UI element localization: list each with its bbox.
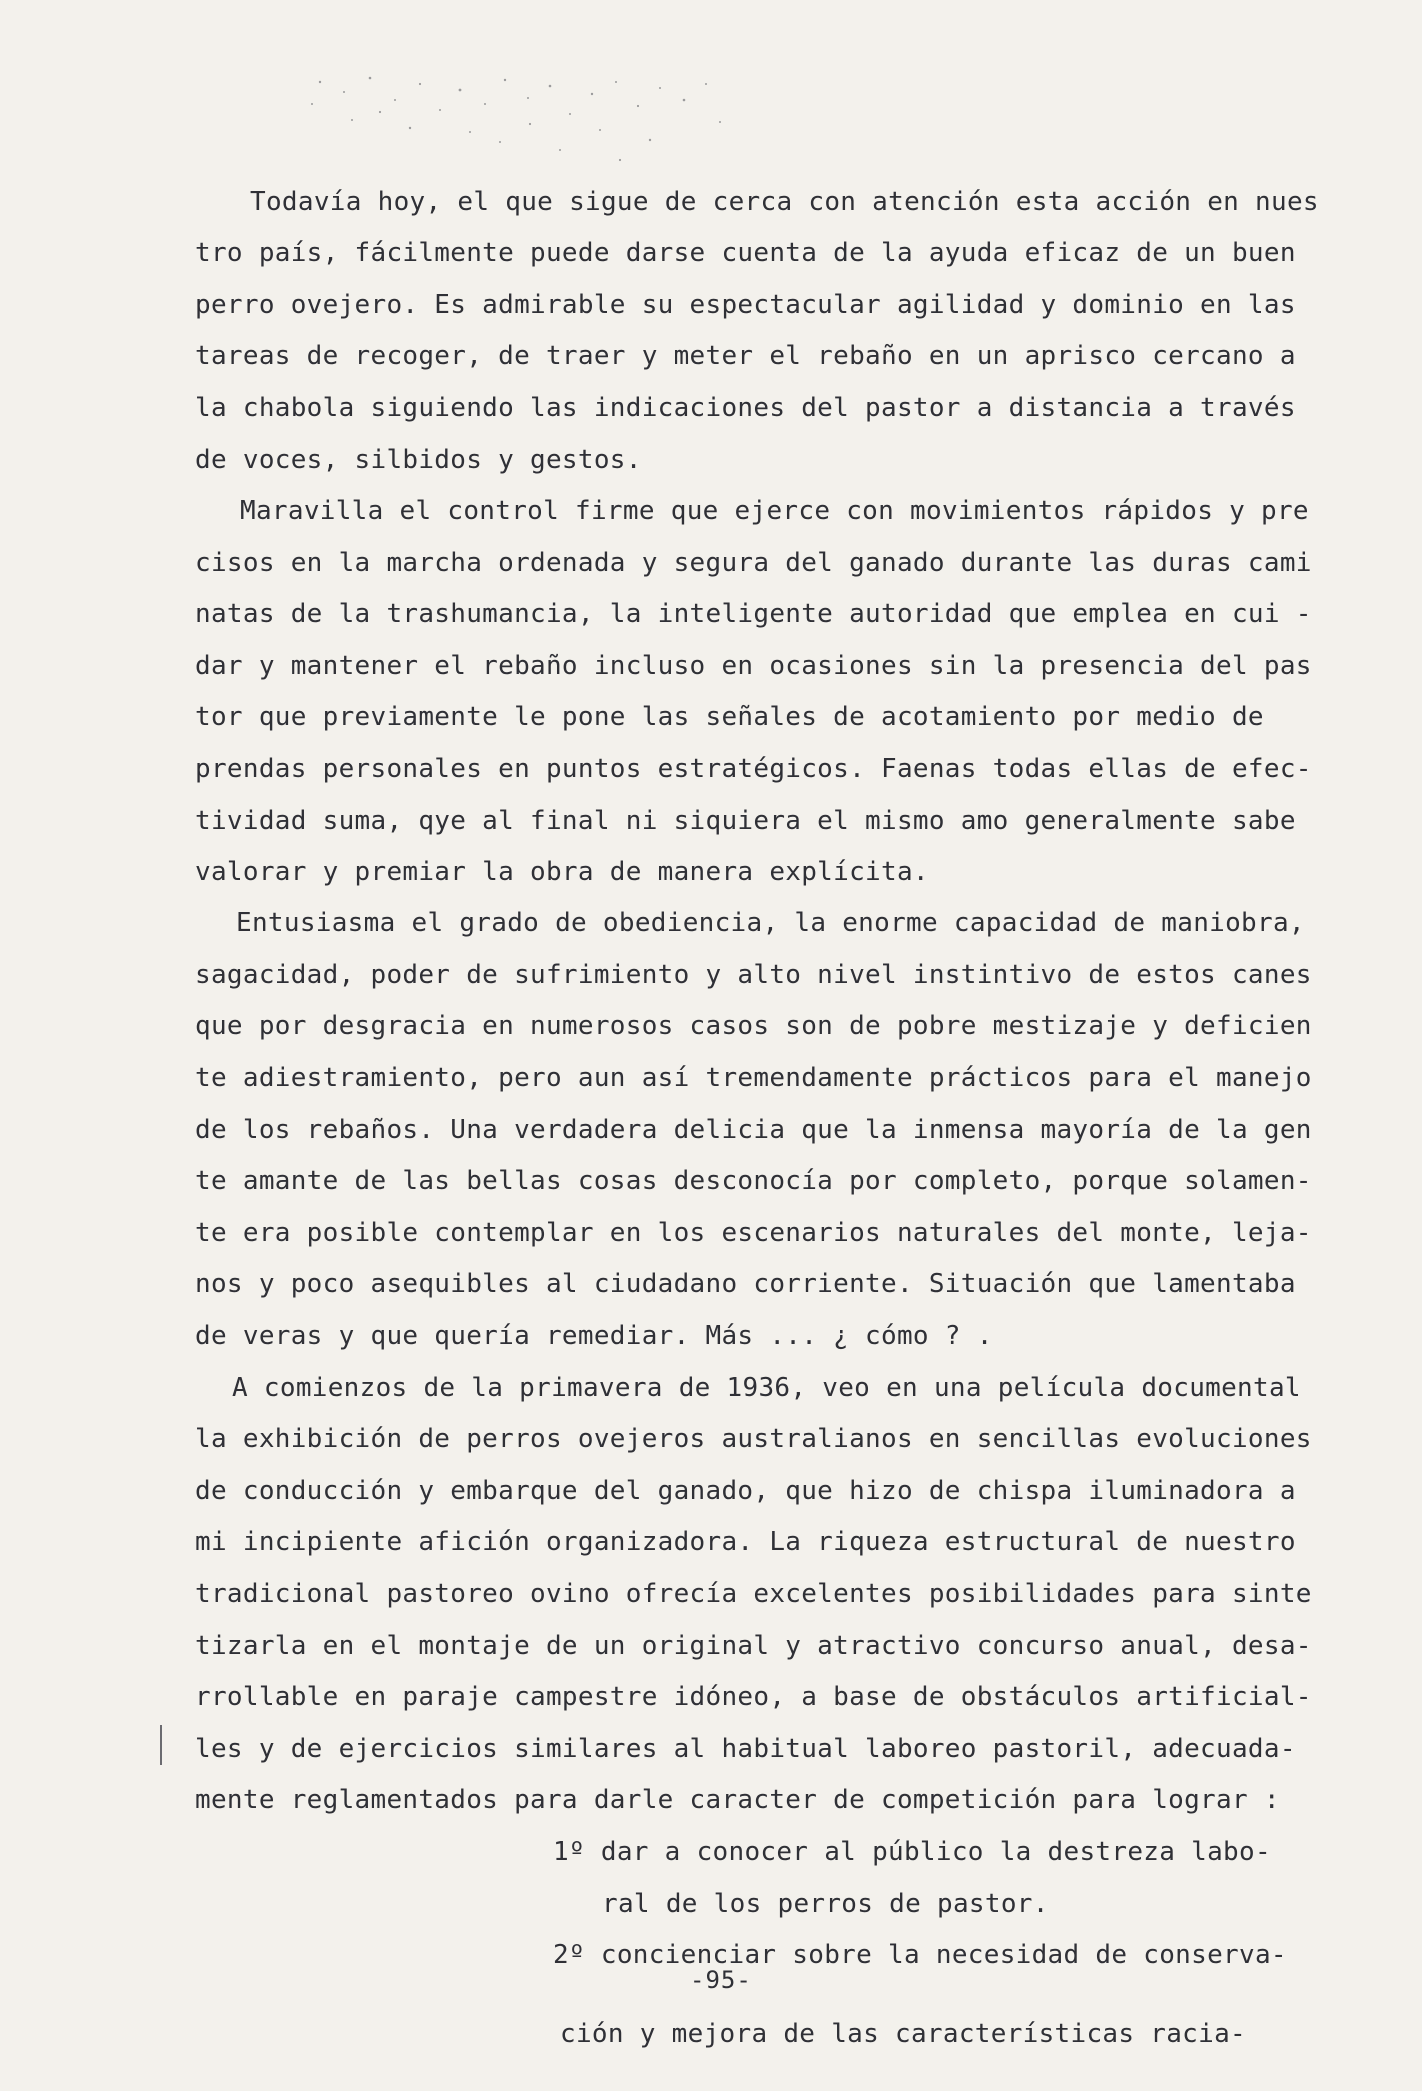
text-line: tor que previamente le pone las señales de acotamiento por medio de (195, 702, 1264, 732)
list-item-continuation: ral de los perros de pastor. (602, 1889, 1049, 1919)
text-line: tradicional pastoreo ovino ofrecía excelentes posibilidades para sinte (195, 1579, 1312, 1609)
text-line: de voces, silbidos y gestos. (195, 445, 642, 475)
text-line: nos y poco asequibles al ciudadano corriente. Situación que lamentaba (195, 1269, 1296, 1299)
text-line: de veras y que quería remediar. Más ... ¿ cómo ? . (195, 1321, 993, 1351)
list-item: 2º concienciar sobre la necesidad de conserva- (553, 1940, 1287, 1970)
text-line: la chabola siguiendo las indicaciones del pastor a distancia a través (195, 393, 1296, 423)
text-line: que por desgracia en numerosos casos son de pobre mestizaje y deficien (195, 1011, 1312, 1041)
text-line: cisos en la marcha ordenada y segura del ganado durante las duras cami (195, 548, 1312, 578)
text-line: mi incipiente afición organizadora. La riqueza estructural de nuestro (195, 1527, 1296, 1557)
text-line: natas de la trashumancia, la inteligente autoridad que emplea en cui - (195, 599, 1312, 629)
scan-noise-speckle (300, 70, 760, 180)
page-number: -95- (690, 1966, 752, 1994)
text-line: rrollable en paraje campestre idóneo, a base de obstáculos artificial- (195, 1682, 1312, 1712)
text-line: te adiestramiento, pero aun así tremendamente prácticos para el manejo (195, 1063, 1312, 1093)
text-line: Entusiasma el grado de obediencia, la enorme capacidad de maniobra, (236, 908, 1305, 938)
text-line: sagacidad, poder de sufrimiento y alto nivel instintivo de estos canes (195, 960, 1312, 990)
text-line: te era posible contemplar en los escenarios naturales del monte, leja- (195, 1218, 1312, 1248)
text-line: tareas de recoger, de traer y meter el rebaño en un aprisco cercano a (195, 341, 1296, 371)
text-line: prendas personales en puntos estratégicos. Faenas todas ellas de efec- (195, 754, 1312, 784)
text-line: tro país, fácilmente puede darse cuenta de la ayuda eficaz de un buen (195, 238, 1296, 268)
text-line: A comienzos de la primavera de 1936, veo en una película documental (232, 1373, 1301, 1403)
text-line: mente reglamentados para darle caracter de competición para lograr : (195, 1785, 1280, 1815)
text-line: tizarla en el montaje de un original y atractivo concurso anual, desa- (195, 1631, 1312, 1661)
text-line: tividad suma, qye al final ni siquiera el mismo amo generalmente sabe (195, 806, 1296, 836)
text-line: dar y mantener el rebaño incluso en ocasiones sin la presencia del pas (195, 651, 1312, 681)
text-line: Todavía hoy, el que sigue de cerca con atención esta acción en nues (250, 187, 1319, 217)
text-line: Maravilla el control firme que ejerce con movimientos rápidos y pre (240, 496, 1309, 526)
text-line: les y de ejercicios similares al habitual laboreo pastoril, adecuada- (195, 1734, 1296, 1764)
text-line: de los rebaños. Una verdadera delicia que la inmensa mayoría de la gen (195, 1115, 1312, 1145)
text-line: ción y mejora de las características racia- (560, 2019, 1246, 2049)
text-line: de conducción y embarque del ganado, que hizo de chispa iluminadora a (195, 1476, 1296, 1506)
text-line: perro ovejero. Es admirable su espectacular agilidad y dominio en las (195, 290, 1296, 320)
text-line: la exhibición de perros ovejeros australianos en sencillas evoluciones (195, 1424, 1312, 1454)
cut-off-text-line (560, 2019, 1280, 2052)
list-item: 1º dar a conocer al público la destreza labo- (553, 1837, 1271, 1867)
margin-mark (160, 1725, 162, 1765)
text-line: te amante de las bellas cosas desconocía por completo, porque solamen- (195, 1166, 1312, 1196)
text-line: valorar y premiar la obra de manera explícita. (195, 857, 929, 887)
